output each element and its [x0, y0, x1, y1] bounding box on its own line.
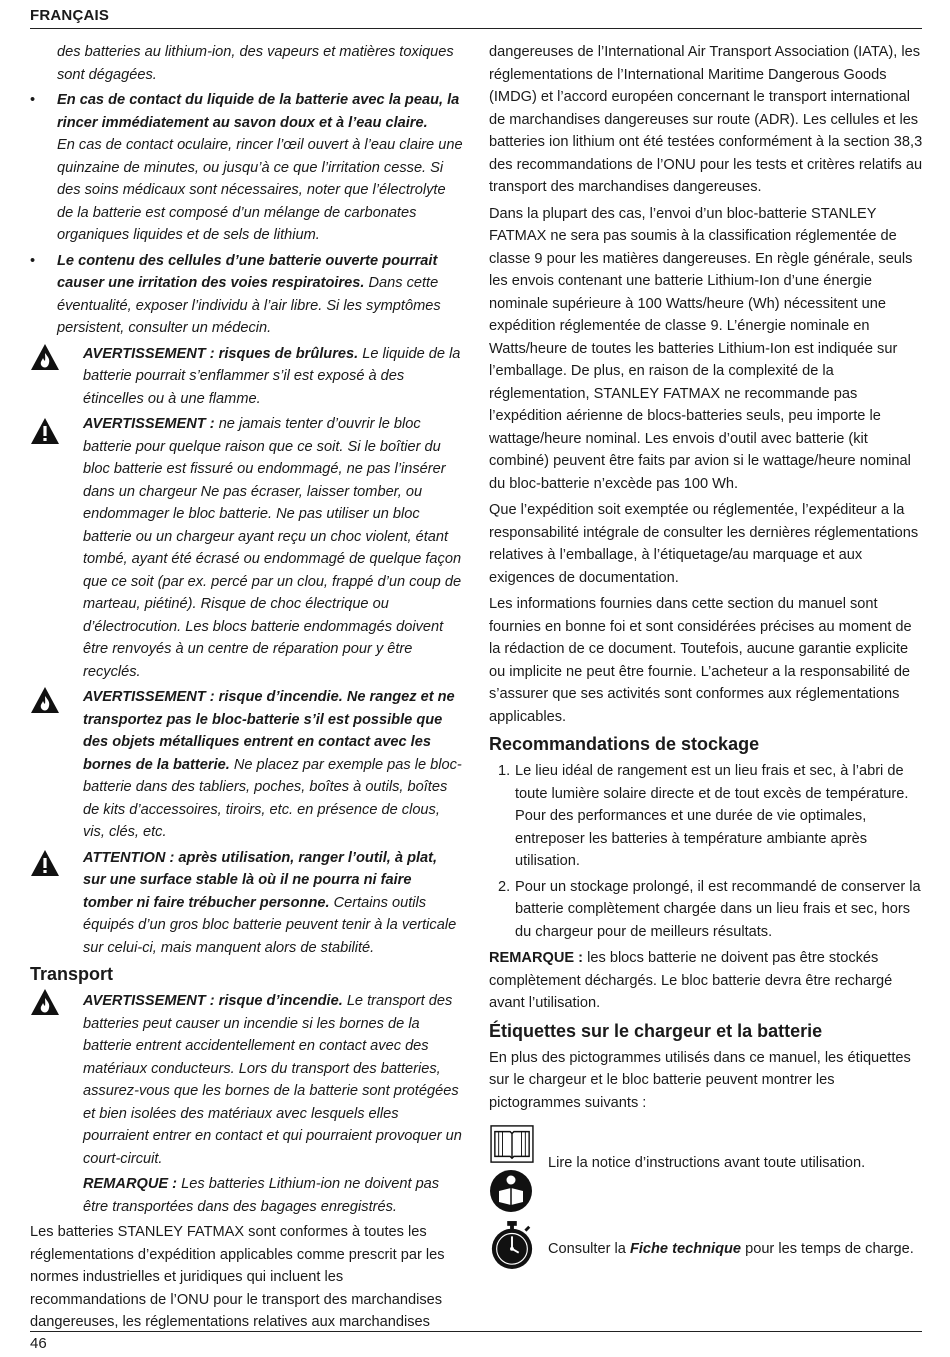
storage-remark-bold: REMARQUE :	[489, 950, 584, 966]
list-number: 1.	[498, 763, 511, 779]
warning-open-pack-text: ne jamais tenter d’ouvrir le bloc batterie pour quelque raison que ce soit. Si le boîtier du bloc batterie est fissuré ou endommagé, ne pas l’insérer dans un chargeur Ne pas écraser, laisser tomber, ou endommager le bloc batterie. Ne pas utiliser un bloc batterie ou un chargeur ayant reçu un choc violent, étant tombé, ayant été écrasé ou endommagé de quelque façon que ce soit (par ex. percé par un clou, frappé d’un coup de marteau, piétiné). Risque de choc électrique ou d’électrocution. Les blocs batterie endommagés doivent être renvoyés à un centre de réparation pour y être recyclés.	[83, 416, 462, 680]
read-instructions-person-icon	[489, 1169, 533, 1213]
bullet-respiratory-text: Dans cette éventualité, exposer l’individu à l’air libre. Si les symptômes persistent, consulter un médecin.	[57, 275, 441, 336]
intro-continuation: des batteries au lithium-ion, des vapeurs et matières toxiques sont dégagées.	[57, 44, 454, 83]
warning-transport-fire	[30, 990, 463, 1170]
warning-transport-fire-bold: AVERTISSEMENT : risque d’incendie.	[83, 993, 343, 1009]
bullet-dot: •	[30, 92, 36, 108]
warning-burns	[30, 343, 463, 411]
list-item-text: Le lieu idéal de rangement est un lieu frais et sec, à l’abri de toute lumière solaire directe et de tout excès de température. Pour des performances et une durée de vie optimales, entreposer les batteries à température ambiante après utilisation.	[515, 763, 909, 869]
pictogram-charge-time-label	[548, 1238, 914, 1261]
bullet-skin-contact-text: En cas de contact oculaire, rincer l’œil ouvert à l’eau claire une quinzaine de minutes, ou jusqu’à ce que l’irritation cesse. Si des soins médicaux sont nécessaires, noter que l’électrolyte de la batterie est composé d’un mélange de carbonates organiques liquides et de sels de lithium.	[57, 137, 463, 243]
caution-store-flat	[30, 847, 463, 960]
warning-fire-storage-bold: AVERTISSEMENT : risque d’incendie. Ne rangez et ne transportez pas le bloc-batterie s’il est possible que des objets métalliques entrent en contact avec les bornes de la batterie.	[83, 689, 455, 773]
storage-remark-text: les blocs batterie ne doivent pas être stockés complètement déchargés. Le bloc batterie devra être rechargé avant l’utilisation.	[489, 950, 893, 1011]
list-item-text: Pour un stockage prolongé, il est recommandé de conserver la batterie complètement chargée dans un lieu frais et sec, hors du chargeur pour de meilleurs résultats.	[515, 878, 921, 940]
section-heading-storage: Recommandations de stockage	[489, 734, 760, 754]
note-checked-baggage-bold: REMARQUE :	[83, 1176, 178, 1192]
caution-store-flat-text: Certains outils équipés d’un gros bloc batterie peuvent tenir à la verticale sur celui-ci, mais manquent alors de stabilité.	[83, 894, 457, 956]
read-manual-book-icon	[489, 1124, 535, 1164]
charge-time-text-bold: Fiche technique	[629, 1241, 742, 1257]
warning-fire-storage-text: Ne placez par exemple pas le bloc-batterie dans des tabliers, poches, boîtes à outils, boîtes de kits d’accessoires, tiroirs, etc. en présence de clous, vis, clés, etc.	[83, 756, 462, 840]
bullet-skin-contact-bold: En cas de contact du liquide de la batterie avec la peau, la rincer immédiatement au savon doux et à l’eau claire.	[57, 92, 460, 131]
note-checked-baggage	[30, 1173, 463, 1218]
bullet-skin-contact	[30, 89, 463, 247]
labels-intro: En plus des pictogrammes utilisés dans ce manuel, les étiquettes sur le chargeur et le bloc batterie peuvent montrer les pictogrammes suivants :	[489, 1049, 911, 1111]
storage-list	[489, 760, 925, 943]
charge-time-text-post: pour les temps de charge.	[741, 1241, 914, 1257]
paragraph-class-9: Dans la plupart des cas, l’envoi d’un bloc-batterie STANLEY FATMAX ne sera pas soumis à la classification réglementée de classe 9 pour les matières dangereuses. En règle générale, seuls les envois contenant une batterie Lithium-Ion d’une énergie nominale supérieure à 100 Watts/heure (Wh) nécessitent une expédition réglementée de classe 9. L’énergie nominale en Watts/heure de toutes les batteries Lithium-Ion est indiquée sur l’emballage. De plus, en raison de la complexité de la réglementation, STANLEY FATMAX ne recommande pas l’expédition aérienne de blocs-batteries seuls, peu importe le wattage/heure nominal. Les envois d’outil avec batterie (kit combiné) peuvent être faits par avion si le wattage/heure nominal du bloc-batterie n’excède pas 100 Wh.	[489, 205, 913, 492]
fire-warning-icon	[30, 343, 60, 371]
fire-warning-icon	[30, 988, 60, 1016]
bullet-respiratory	[30, 250, 463, 340]
page-header-language: FRANÇAIS	[30, 7, 110, 24]
bullet-dot: •	[30, 252, 36, 269]
pictogram-read-manual-row	[489, 1124, 925, 1214]
section-heading-transport: Transport	[30, 964, 114, 984]
paragraph-shipper-responsibility: Que l’expédition soit exemptée ou réglementée, l’expéditeur a la responsabilité intégrale de consulter les dernières réglementations relatives à l’emballage, à l’étiquetage/au marquage et aux exigences de documentation.	[489, 502, 919, 586]
charge-time-text-pre: Consulter la	[548, 1241, 630, 1257]
fire-warning-icon	[30, 686, 60, 714]
warning-fire-storage	[30, 686, 463, 844]
footer-rule	[30, 1331, 922, 1332]
warning-burns-text: Le liquide de la batterie pourrait s’enflammer s’il est exposé à des étincelles ou à une flamme.	[83, 345, 461, 407]
list-number: 2.	[498, 878, 511, 895]
charge-time-stopwatch-icon	[489, 1220, 535, 1270]
paragraph-regulations-compliance: Les batteries STANLEY FATMAX sont conformes à toutes les réglementations d’expédition applicables comme prescrit par les normes industrielles et juridiques qui incluent les recommandations de l’ONU pour le transport des marchandises dangereuses, les réglementations relatives aux marchandises	[30, 1224, 445, 1330]
caution-store-flat-bold: ATTENTION : après utilisation, ranger l’outil, à plat, sur une surface stable là où il ne pourra ni faire tomber ni faire trébucher personne.	[83, 849, 438, 911]
exclamation-warning-icon	[30, 849, 60, 877]
pictogram-read-manual-label: Lire la notice d’instructions avant toute utilisation.	[548, 1155, 866, 1171]
warning-burns-bold: AVERTISSEMENT : risques de brûlures.	[83, 345, 359, 362]
bullet-respiratory-bold: Le contenu des cellules d’une batterie ouverte pourrait causer une irritation des voies respiratoires.	[57, 252, 438, 291]
exclamation-warning-icon	[30, 417, 60, 445]
header-rule	[30, 28, 922, 29]
right-column	[489, 41, 925, 1282]
paragraph-regulations-cont: dangereuses de l’International Air Transport Association (IATA), les réglementations de l’International Maritime Dangerous Goods (IMDG) et l’accord européen concernant le transport international de marchandises dangereuses sur route (ADR). Les cellules et les batteries ion lithium ont été testées conformément à la section 38,3 des recommandations de l’ONU pour les tests et critères relatifs au transport des marchandises dangereuses.	[489, 44, 923, 195]
page-number: 46	[30, 1335, 47, 1352]
list-item	[489, 876, 925, 944]
pictogram-charge-time-row	[489, 1220, 925, 1282]
warning-transport-fire-text: Le transport des batteries peut causer un incendie si les bornes de la batterie entrent accidentellement en contact avec des matériaux conducteurs. Lors du transport des batteries, assurez-vous que les bornes de la batterie sont protégées et bien isolées des matériaux avec lesquels elles pourraient entrer en contact et qui pourraient provoquer un court-circuit.	[83, 993, 462, 1167]
left-column	[30, 41, 463, 1338]
note-checked-baggage-text: Les batteries Lithium-ion ne doivent pas être transportées dans des bagages enregistrés.	[83, 1176, 440, 1215]
warning-open-pack	[30, 413, 463, 683]
list-item	[489, 760, 925, 873]
storage-remark	[489, 947, 925, 1015]
warning-open-pack-bold: AVERTISSEMENT :	[83, 416, 215, 432]
paragraph-disclaimer: Les informations fournies dans cette section du manuel sont fournies en bonne foi et sont considérées précises au moment de la rédaction de ce document. Toutefois, aucune garantie explicite ou implicite ne peut être fournie. L’acheteur a la responsabilité de s’assurer que ses activités sont conformes aux réglementations applicables.	[489, 596, 912, 725]
section-heading-labels: Étiquettes sur le chargeur et la batterie	[489, 1020, 823, 1041]
